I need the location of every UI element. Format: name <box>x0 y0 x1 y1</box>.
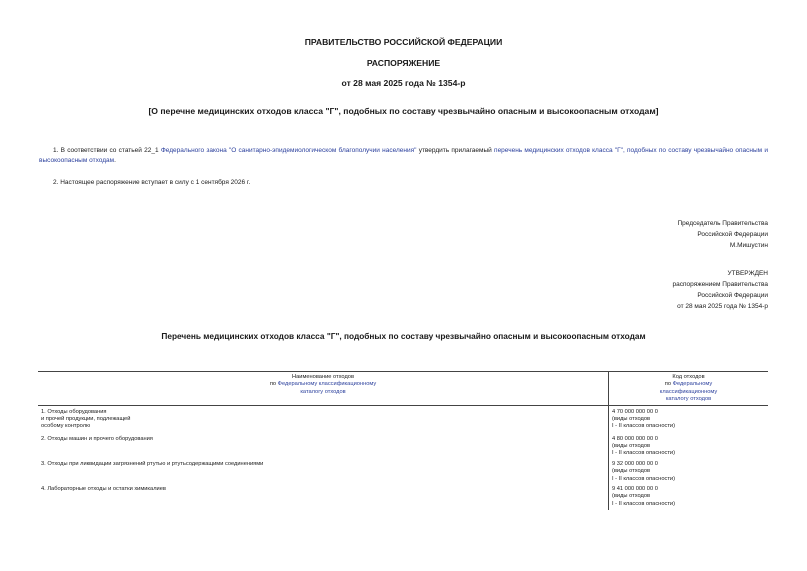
header-waste-code <box>609 372 769 406</box>
table-row <box>38 460 768 485</box>
paragraph-1-text-b: утвердить прилагаемый <box>416 147 495 154</box>
header-code-link-2[interactable]: классификационному <box>659 388 718 395</box>
row-1-code-line-2: (виды отходов <box>612 416 651 423</box>
table-row <box>38 435 768 460</box>
header-waste-name <box>38 372 609 406</box>
list-link[interactable]: перечень медицинских отходов класса "Г", подобных по составу чрезвычайно опасным и высокоопасным отходам <box>39 147 768 164</box>
row-4-code <box>609 485 769 510</box>
row-4-name-line-1: 4. Лабораторные отходы и остатки химикалиев <box>41 486 166 493</box>
row-1-code-line-3: I - II классов опасности) <box>612 423 675 430</box>
header-waste-name-line-2 <box>41 381 605 388</box>
approval-line-3: Российской Федерации <box>697 292 768 299</box>
row-3-name-line-1: 3. Отходы при ликвидации загрязнений ртутью и ртутьсодержащими соединениями <box>41 460 264 467</box>
header-waste-code-line-1: Код отходов <box>672 374 705 380</box>
header-waste-name-prefix: по <box>269 381 278 388</box>
document-type: РАСПОРЯЖЕНИЕ <box>366 58 441 68</box>
document-date: от 28 мая 2025 года № 1354-р <box>341 78 466 88</box>
approval-line-2: распоряжением Правительства <box>672 281 768 288</box>
row-2-code <box>609 435 769 460</box>
header-code-link-1[interactable]: Федеральному <box>672 381 713 388</box>
federal-law-link[interactable]: Федерального закона "О санитарно-эпидемиологическом благополучии населения" <box>160 147 417 154</box>
paragraph-1-text-c: . <box>114 157 116 164</box>
header-waste-name-line-1: Наименование отходов <box>292 374 354 380</box>
row-2-name <box>38 435 609 460</box>
row-2-name-line-1: 2. Отходы машин и прочего оборудования <box>41 435 153 442</box>
row-4-code-line-2: (виды отходов <box>612 493 651 500</box>
waste-table <box>38 371 768 510</box>
row-3-code-line-1: 9 32 000 000 00 0 <box>612 460 658 467</box>
document-subject: [О перечне медицинских отходов класса "Г", подобных по составу чрезвычайно опасным и высокоопасным отходам] <box>148 106 659 116</box>
row-3-code-line-3: I - II классов опасности) <box>612 475 675 482</box>
list-title: Перечень медицинских отходов класса "Г", подобных по составу чрезвычайно опасным и высокоопасным отходам <box>161 331 646 341</box>
row-2-code-line-3: I - II классов опасности) <box>612 450 675 457</box>
row-1-name-line-1: 1. Отходы оборудования <box>41 408 107 415</box>
row-4-name <box>38 485 609 510</box>
row-1-name <box>38 405 609 435</box>
approval-line-1: УТВЕРЖДЕН <box>727 270 768 277</box>
header-waste-code-line-2 <box>612 381 765 388</box>
header-waste-code-prefix: по <box>664 381 673 388</box>
row-3-code-line-2: (виды отходов <box>612 468 651 475</box>
row-2-code-line-2: (виды отходов <box>612 443 651 450</box>
row-3-code <box>609 460 769 485</box>
signature-line-2: Российской Федерации <box>697 231 768 238</box>
table-row <box>38 485 768 510</box>
signature-line-3: М.Мишустин <box>729 242 768 249</box>
paragraph-2: 2. Настоящее распоряжение вступает в силу с 1 сентября 2026 г. <box>53 179 251 186</box>
header-waste-name-line-3[interactable]: каталогу отходов <box>300 388 346 395</box>
signature-line-1: Председатель Правительства <box>677 220 768 227</box>
approval-line-4: от 28 мая 2025 года № 1354-р <box>677 303 768 310</box>
table-row <box>38 405 768 435</box>
government-heading: ПРАВИТЕЛЬСТВО РОССИЙСКОЙ ФЕДЕРАЦИИ <box>304 37 503 47</box>
paragraph-1 <box>39 146 768 166</box>
table-header-row <box>38 372 768 406</box>
row-1-name-line-2: и прочей продукции, подлежащей <box>41 416 131 423</box>
row-3-name <box>38 460 609 485</box>
row-2-code-line-1: 4 80 000 000 00 0 <box>612 435 658 442</box>
row-4-code-line-1: 9 41 000 000 00 0 <box>612 486 658 493</box>
signature-block <box>677 218 768 251</box>
row-4-code-line-3: I - II классов опасности) <box>612 500 675 507</box>
row-1-code <box>609 405 769 435</box>
approval-block <box>673 268 768 312</box>
header-catalog-link[interactable]: Федеральному классификационному <box>277 381 377 388</box>
row-1-name-line-3: особому контролю <box>41 423 91 430</box>
paragraph-1-text-a: 1. В соответствии со статьей 22_1 <box>53 147 161 154</box>
row-1-code-line-1: 4 70 000 000 00 0 <box>612 408 658 415</box>
header-code-link-3[interactable]: каталогу отходов <box>665 396 712 403</box>
